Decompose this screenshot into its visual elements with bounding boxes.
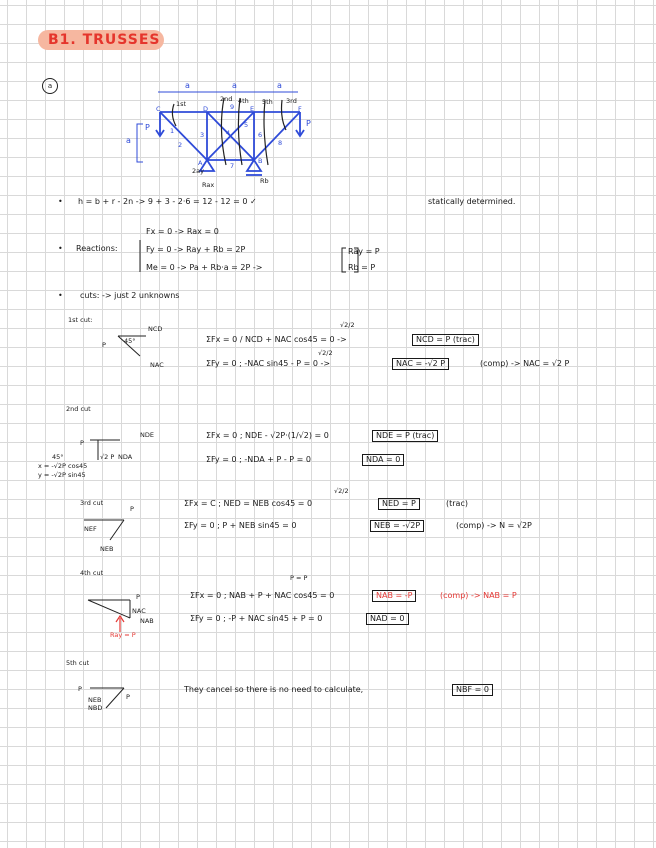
cut-heading: 5th cut bbox=[66, 659, 90, 667]
member-number: 9 bbox=[230, 103, 235, 111]
dim-label-side: a bbox=[126, 136, 131, 145]
reaction-equation: Me = 0 -> Pa + Rb·a = 2P -> bbox=[146, 263, 263, 272]
answer-box: NDA = 0 bbox=[362, 454, 404, 466]
dim-label: a bbox=[277, 81, 282, 90]
node-label: E bbox=[250, 105, 255, 113]
reactions-label: Reactions: bbox=[76, 244, 118, 253]
fig-label: P bbox=[130, 505, 134, 513]
fig-label: Ray = P bbox=[110, 631, 136, 639]
equation: ΣFx = 0 ; NDE - √2P·(1/√2) = 0 bbox=[206, 431, 329, 440]
fig-label: NEF bbox=[84, 525, 97, 533]
answer-box: NAD = 0 bbox=[366, 613, 409, 625]
bullet: • bbox=[58, 291, 63, 300]
load-left-label: P bbox=[145, 123, 150, 132]
reaction-label: Rax bbox=[202, 181, 215, 189]
fig-note: y = -√2P sin45 bbox=[38, 471, 86, 479]
answer-box: NAC = -√2 P bbox=[392, 358, 449, 370]
fig-label: NDA bbox=[118, 453, 133, 461]
member-number: 3 bbox=[200, 131, 205, 139]
superscript: √2/2 bbox=[340, 321, 355, 329]
dim-label: a bbox=[232, 81, 237, 90]
fig-label: NAC bbox=[132, 607, 146, 615]
page-title: B1. TRUSSES bbox=[48, 32, 161, 48]
reaction-equation: Fx = 0 -> Rax = 0 bbox=[146, 227, 219, 236]
member-number: 2 bbox=[178, 141, 183, 149]
cut-label: 5th bbox=[262, 98, 273, 106]
reaction-label: Rb bbox=[260, 177, 269, 185]
answer-note: (trac) bbox=[446, 499, 468, 508]
node-label: D bbox=[203, 105, 209, 113]
node-label: F bbox=[298, 105, 302, 113]
fig-label: NCD bbox=[148, 325, 163, 333]
bullet: • bbox=[58, 244, 63, 253]
top-note: P = P bbox=[290, 574, 308, 582]
node-label: A bbox=[198, 159, 203, 167]
reaction-equation: Fy = 0 -> Ray + Rb = 2P bbox=[146, 245, 246, 254]
fig-label: P bbox=[136, 593, 140, 601]
fig-label: NEB bbox=[88, 696, 102, 704]
fig-label: P bbox=[78, 685, 82, 693]
member-number: 5 bbox=[244, 121, 249, 129]
member-number: 7 bbox=[230, 162, 235, 170]
node-label: B bbox=[258, 157, 263, 165]
fig-label: 45° bbox=[52, 453, 64, 461]
fig-label: P bbox=[126, 693, 130, 701]
answer-box: NEB = -√2P bbox=[370, 520, 424, 532]
fig-note: x = -√2P cos45 bbox=[38, 462, 88, 470]
reaction-result: Ray = P bbox=[348, 247, 380, 256]
equation: ΣFy = 0 ; -NDA + P - P = 0 bbox=[206, 455, 311, 464]
cut-label: 1st bbox=[176, 100, 187, 108]
cut5-text: They cancel so there is no need to calculate, bbox=[184, 685, 364, 694]
equation: ΣFy = 0 ; -P + NAC sin45 + P = 0 bbox=[190, 614, 323, 623]
fig-label: NDE bbox=[140, 431, 154, 439]
answer-box: NED = P bbox=[378, 498, 420, 510]
reaction-result: Rb = P bbox=[348, 263, 376, 272]
superscript: √2/2 bbox=[334, 487, 349, 495]
cut-heading: 3rd cut bbox=[80, 499, 104, 507]
determinacy-note: statically determined. bbox=[428, 197, 516, 206]
fig-label: 45° bbox=[124, 337, 136, 345]
cut-label: 3rd bbox=[286, 97, 297, 105]
member-number: 4 bbox=[226, 129, 231, 137]
cut-label: 4th bbox=[238, 97, 249, 105]
answer-box: NCD = P (trac) bbox=[412, 334, 479, 346]
member-number: 8 bbox=[278, 139, 283, 147]
answer-note: (comp) -> NAB = P bbox=[440, 591, 517, 600]
equation: ΣFx = 0 ; NAB + P + NAC cos45 = 0 bbox=[190, 591, 335, 600]
node-label: C bbox=[156, 105, 161, 113]
member-number: 1 bbox=[170, 127, 175, 135]
equation: ΣFy = 0 ; P + NEB sin45 = 0 bbox=[184, 521, 297, 530]
equation: ΣFx = C ; NED = NEB cos45 = 0 bbox=[184, 499, 313, 508]
fig-label: NBD bbox=[88, 704, 103, 712]
superscript: √2/2 bbox=[318, 349, 333, 357]
cut-heading: 4th cut bbox=[80, 569, 104, 577]
answer-note: (comp) -> NAC = √2 P bbox=[480, 359, 570, 368]
cuts-intro: cuts: -> just 2 unknowns bbox=[80, 291, 180, 300]
equation: ΣFx = 0 / NCD + NAC cos45 = 0 -> bbox=[206, 335, 347, 344]
cut-heading: 1st cut: bbox=[68, 316, 93, 324]
load-right-label: P bbox=[306, 119, 311, 128]
answer-box: NBF = 0 bbox=[452, 684, 493, 696]
determinacy-equation: h = b + r - 2n -> 9 + 3 - 2·6 = 12 - 12 = 0 ✓ bbox=[78, 197, 257, 206]
bullet: • bbox=[58, 197, 63, 206]
answer-box: NAB = -P bbox=[372, 590, 416, 602]
answer-box: NDE = P (trac) bbox=[372, 430, 438, 442]
equation: ΣFy = 0 ; -NAC sin45 - P = 0 -> bbox=[206, 359, 331, 368]
fig-label: NAB bbox=[140, 617, 154, 625]
dim-label: a bbox=[185, 81, 190, 90]
fig-label: NEB bbox=[100, 545, 114, 553]
member-number: 6 bbox=[258, 131, 263, 139]
reaction-label: 2ay bbox=[192, 167, 204, 175]
cut-label: 2nd bbox=[220, 95, 233, 103]
fig-label: NAC bbox=[150, 361, 164, 369]
problem-number: a bbox=[42, 78, 58, 94]
cut-heading: 2nd cut bbox=[66, 405, 91, 413]
answer-note: (comp) -> N = √2P bbox=[456, 521, 532, 530]
fig-label: √2 P bbox=[100, 453, 115, 461]
fig-label: P bbox=[80, 439, 84, 447]
fig-label: P bbox=[102, 341, 106, 349]
